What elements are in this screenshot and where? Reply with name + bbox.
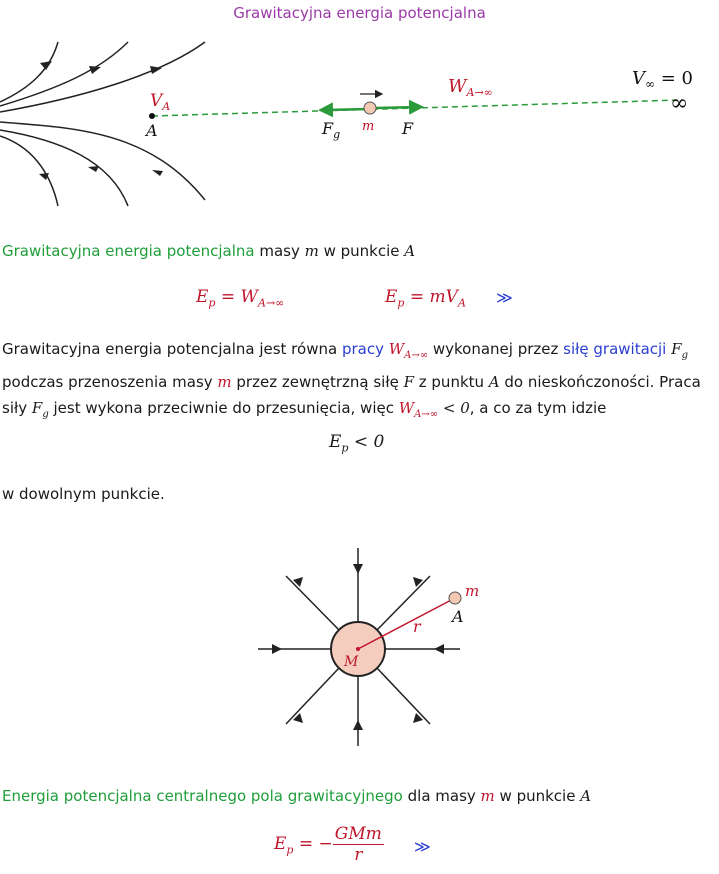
more-link-1[interactable]: ≫: [496, 288, 513, 307]
radius-r: [358, 598, 455, 649]
label-infinity: ∞: [670, 91, 689, 116]
label-F: F: [402, 119, 414, 138]
label-A-2: A: [452, 607, 464, 626]
equation-Ep-mV: $E_p = mV_A$: [385, 287, 466, 310]
field-arrows: [39, 61, 163, 180]
equation-central-potential: $E_p$ = − $\frac{\text{GMm}}{r}$: [274, 824, 382, 865]
label-m: m: [362, 119, 375, 134]
label-M: M: [344, 654, 359, 670]
label-A: A: [146, 121, 158, 140]
label-r: r: [413, 617, 421, 636]
link-sila-grawitacji[interactable]: siłę grawitacji: [563, 340, 667, 358]
mass-m: [364, 102, 376, 114]
more-link-2[interactable]: ≫: [414, 837, 431, 856]
point-A: [149, 113, 155, 119]
central-field-diagram: [0, 540, 719, 750]
paragraph-1: Grawitacyjna energia potencjalna jest równa pracy $W_{A\to\infty}$ wykonanej przez siłę grawitacji $F_g$ podczas przenoszenia masy m przez zewnętrzną siłę F z punktu A do nieskończoności. Praca siły $F_g$ jest wykona przeciwnie do przesunięcia, więc $W_{A\to\infty} < 0$, a co za tym idzie: [2, 340, 701, 420]
label-V-inf: $V_\infty = 0$: [632, 68, 693, 91]
field-lines: [0, 42, 205, 206]
paragraph-2: w dowolnym punkcie.: [2, 485, 165, 503]
label-W: $W_{A\to\infty}$: [448, 76, 493, 99]
link-pracy[interactable]: pracy: [341, 340, 384, 358]
section2-heading: Energia potencjalna centralnego pola grawitacyjnego dla masy m w punkcie A: [2, 787, 592, 805]
force-F-arrow: [376, 107, 418, 108]
equation-Ep-W: $E_p = W_{A\to\infty}$: [196, 287, 285, 310]
force-Fg-arrow: [324, 109, 370, 110]
label-m-2: m: [465, 582, 480, 600]
mass-m-2: [449, 592, 461, 604]
field-diagram-1: [0, 30, 719, 220]
label-V-A: $V_A$: [150, 91, 171, 113]
equation-Ep-negative: $E_p < 0$: [329, 432, 385, 455]
label-Fg: $F_g$: [322, 119, 341, 141]
page-title: Grawitacyjna energia potencjalna: [233, 4, 486, 22]
section1-heading: Grawitacyjna energia potencjalna masy m w punkcie A: [2, 242, 416, 260]
